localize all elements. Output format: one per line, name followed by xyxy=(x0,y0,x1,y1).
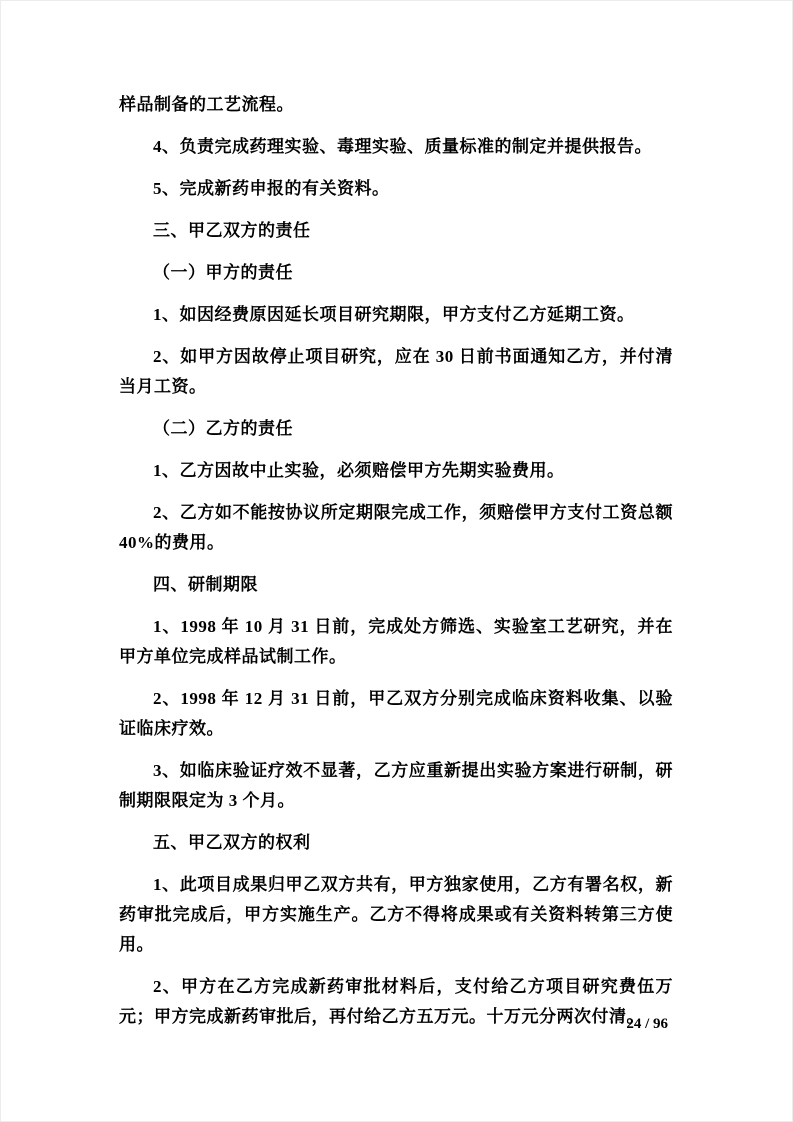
paragraph: 2、如甲方因故停止项目研究，应在 30 日前书面通知乙方，并付清当月工资。 xyxy=(119,347,673,396)
paragraph: 4、负责完成药理实验、毒理实验、质量标准的制定并提供报告。 xyxy=(153,137,652,156)
paragraph: 三、甲乙双方的责任 xyxy=(153,221,311,240)
paragraph: 3、如临床验证疗效不显著，乙方应重新提出实验方案进行研制，研制期限限定为 3 个月。 xyxy=(119,761,673,810)
paragraph: 五、甲乙双方的权利 xyxy=(153,833,311,852)
paragraph: 1、如因经费原因延长项目研究期限，甲方支付乙方延期工资。 xyxy=(153,305,635,324)
paragraph: 样品制备的工艺流程。 xyxy=(119,95,294,114)
paragraph: 1、乙方因故中止实验，必须赔偿甲方先期实验费用。 xyxy=(153,461,565,480)
paragraph: 2、甲方在乙方完成新药审批材料后，支付给乙方项目研究费伍万元；甲方完成新药审批后，再付给乙方五万元。十万元分两次付清。 xyxy=(119,977,673,1026)
paragraph: 5、完成新药申报的有关资料。 xyxy=(153,179,390,198)
paragraph: 四、研制期限 xyxy=(153,575,258,594)
paragraph: （一）甲方的责任 xyxy=(153,263,293,282)
page-number: 24 / 96 xyxy=(626,1016,668,1032)
paragraph: 1、此项目成果归甲乙双方共有，甲方独家使用，乙方有署名权，新药审批完成后，甲方实施生产。乙方不得将成果或有关资料转第三方使用。 xyxy=(119,875,673,954)
paragraph: 2、乙方如不能按协议所定期限完成工作，须赔偿甲方支付工资总额 40%的费用。 xyxy=(119,503,673,552)
paragraph: 2、1998 年 12 月 31 日前，甲乙双方分别完成临床资料收集、以验证临床疗效。 xyxy=(119,689,673,738)
paragraph: 1、1998 年 10 月 31 日前，完成处方筛选、实验室工艺研究，并在甲方单位完成样品试制工作。 xyxy=(119,617,673,666)
document-body xyxy=(119,90,673,1032)
paragraph: （二）乙方的责任 xyxy=(153,419,293,438)
